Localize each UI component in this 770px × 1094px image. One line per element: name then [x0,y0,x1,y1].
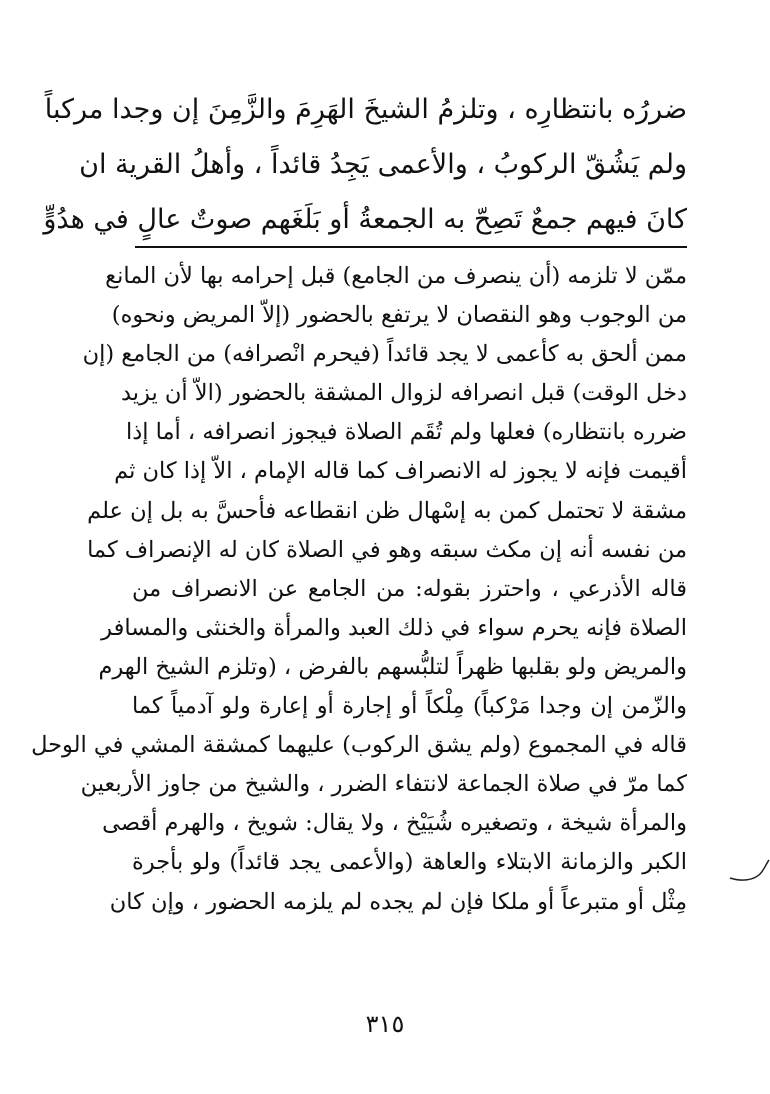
commentary-line: والمرأة شيخة ، وتصغيره شُيَيْخ ، ولا يقال: شويخ ، والهرم أقصى [102,810,687,837]
commentary-line: كما مرّ في صلاة الجماعة لانتفاء الضرر ، والشيخ من جاوز الأربعين [80,771,687,798]
commentary-line: قاله في المجموع (ولم يشق الركوب) عليهما كمشقة المشي في الوحل [31,732,687,759]
commentary-line: ممن ألحق به كأعمى لا يجد قائداً (فيحرم انْصرافه) من الجامع (إن [82,341,687,368]
main-text-line: ولم يَشُقّ الركوبُ ، والأعمى يَجِدُ قائداً ، وأهلُ القرية ان [79,149,687,180]
main-text-line: ضررُه بانتظارِه ، وتلزمُ الشيخَ الهَرِمَ والزَّمِنَ إن وجدا مركباً [44,94,687,125]
commentary-line: والزّمن إن وجدا مَرْكباً) مِلْكاً أو إجارة أو إعارة ولو آدمياً كما [132,693,687,720]
commentary-line: الصلاة فإنه يحرم سواء في ذلك العبد والمرأة والخنثى والمسافر [101,614,687,641]
page-number: ٣١٥ [365,1010,405,1038]
commentary-line: مشقة لا تحتمل كمن به إسْهال ظن انقطاعه فأحسَّ به بل إن علم [87,497,687,524]
commentary-line: الكبر والزمانة الابتلاء والعاهة (والأعمى يجد قائداً) ولو بأجرة [132,849,687,876]
commentary-block [31,257,687,922]
main-text-block [43,82,687,247]
commentary-line: دخل الوقت) قبل انصرافه لزوال المشقة بالحضور (الاّ أن يزيد [120,380,687,407]
commentary-line: أقيمت فإنه لا يجوز له الانصراف كما قاله الإمام ، الاّ إذا كان ثم [114,458,687,485]
commentary-line: مِثْل أو متبرعاً أو ملكا فإن لم يجده لم يلزمه الحضور ، وإن كان [109,888,687,915]
commentary-line: ممّن لا تلزمه (أن ينصرف من الجامع) قبل إحرامه بها لأن المانع [105,263,687,289]
commentary-line: ضرره بانتظاره) فعلها ولم تُقَم الصلاة فيجوز انصرافه ، أما إذا [125,419,687,446]
separator-rule [135,246,687,248]
main-text-line: كانَ فيهم جمعٌ تَصِحّ به الجمعةُ أو بَلَغَهم صوتٌ عالٍ في هدُوٍّ [43,204,687,235]
commentary-line: من نفسه أنه إن مكث سبقه وهو في الصلاة كان له الإنصراف كما [87,536,687,563]
commentary-line: قاله الأذرعي ، واحترز بقوله: من الجامع عن الانصراف من [132,575,687,602]
commentary-line: والمريض ولو بقلبها ظهراً لتلبُّسهم بالفرض ، (وتلزم الشيخ الهرم [98,653,687,680]
margin-pen-mark [728,858,770,884]
commentary-line: من الوجوب وهو النقصان لا يرتفع بالحضور (إلاّ المريض ونحوه) [111,302,687,329]
